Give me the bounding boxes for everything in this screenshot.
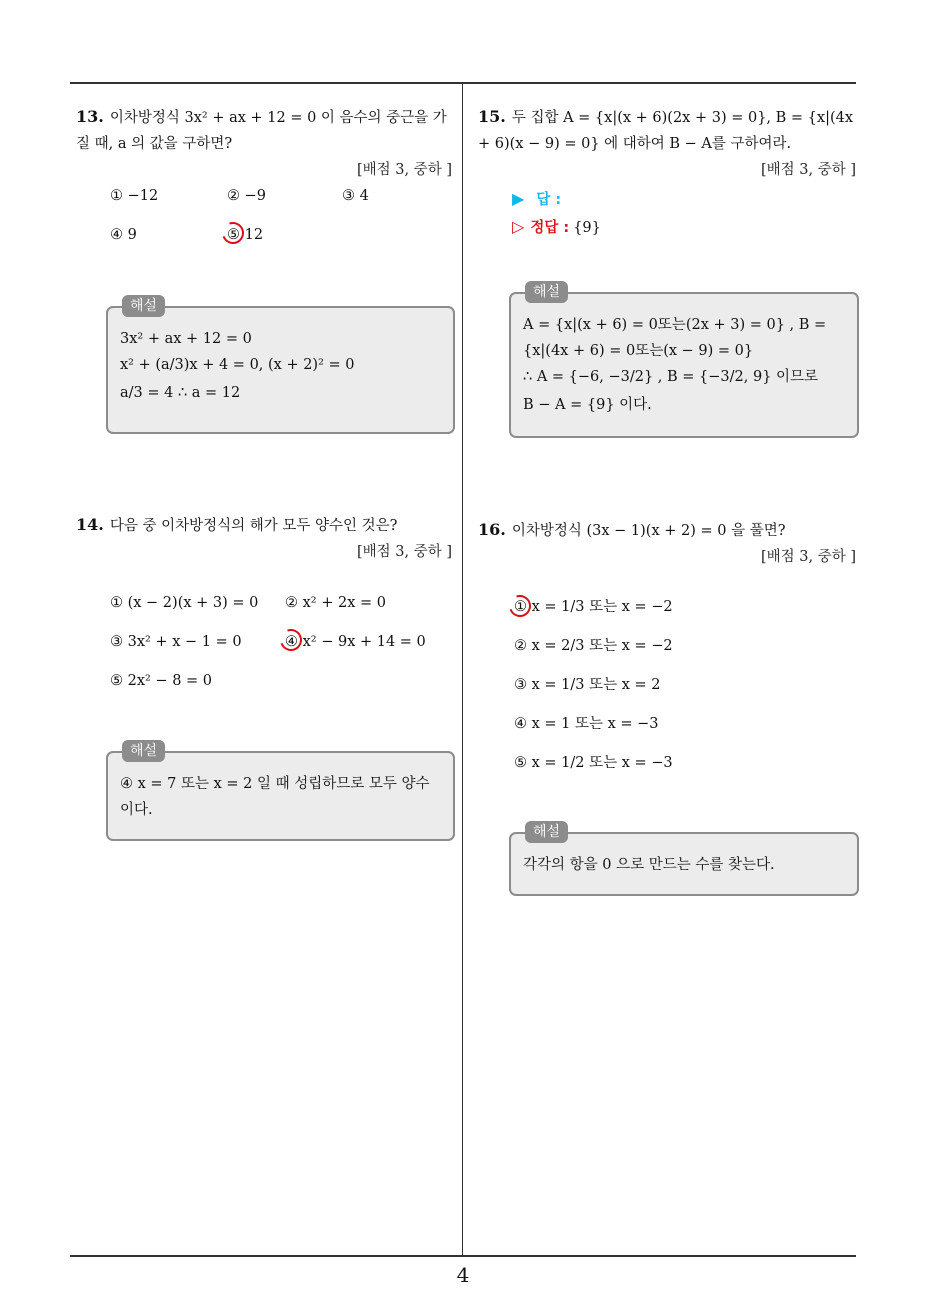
problem-15	[478, 104, 856, 183]
explanation-line: 3x² + ax + 12 = 0	[120, 331, 252, 347]
problem-number: 15.	[478, 107, 506, 126]
problem-13	[76, 104, 452, 183]
explanation-label: 해설	[525, 281, 568, 303]
choice-2[interactable]: ② x² + 2x = 0	[285, 595, 386, 611]
problem-16	[478, 517, 856, 570]
score-meta: [배점 3, 중하 ]	[760, 162, 856, 178]
problem-number: 16.	[478, 520, 506, 539]
explanation-label: 해설	[122, 295, 165, 317]
problem-text: 이차방정식 3x² + ax + 12 = 0 이 음수의 중근을 가질 때, a 의 값을 구하면?	[76, 110, 447, 152]
explanation-line: {x|(4x + 6) = 0또는(x − 9) = 0}	[523, 343, 754, 359]
explanation-box	[509, 824, 859, 896]
choice-4[interactable]: ④ x² − 9x + 14 = 0	[285, 634, 426, 650]
explanation-line: x² + (a/3)x + 4 = 0, (x + 2)² = 0	[120, 357, 355, 373]
choice-5[interactable]: ⑤ x = 1/2 또는 x = −3	[514, 755, 673, 771]
choice-2[interactable]: ② −9	[227, 188, 266, 204]
correct-answer-line	[512, 216, 601, 237]
answer-line	[512, 188, 561, 209]
choice-1[interactable]: ① −12	[110, 188, 159, 204]
choice-3[interactable]: ③ x = 1/3 또는 x = 2	[514, 677, 661, 693]
column-divider	[462, 83, 463, 1256]
choice-2[interactable]: ② x = 2/3 또는 x = −2	[514, 638, 673, 654]
choice-4[interactable]: ④ 9	[110, 227, 137, 243]
choice-1[interactable]: ① (x − 2)(x + 3) = 0	[110, 595, 259, 611]
problem-text: 다음 중 이차방정식의 해가 모두 양수인 것은?	[109, 518, 398, 534]
score-meta: [배점 3, 중하 ]	[356, 162, 452, 178]
explanation-line: B − A = {9} 이다.	[523, 397, 652, 413]
explanation-label: 해설	[525, 821, 568, 843]
outline-triangle-icon: ▷	[512, 217, 525, 236]
choice-3[interactable]: ③ 3x² + x − 1 = 0	[110, 634, 242, 650]
bottom-rule	[70, 1255, 856, 1257]
explanation-line: A = {x|(x + 6) = 0또는(2x + 3) = 0} , B =	[523, 317, 827, 333]
problem-text: 이차방정식 (3x − 1)(x + 2) = 0 을 풀면?	[511, 523, 786, 539]
choice-5[interactable]: ⑤ 2x² − 8 = 0	[110, 673, 213, 689]
choice-4[interactable]: ④ x = 1 또는 x = −3	[514, 716, 659, 732]
explanation-box	[106, 743, 455, 841]
correct-answer-label: 정답 :	[530, 220, 570, 236]
correct-answer-value: {9}	[573, 220, 601, 236]
explanation-line: ∴ A = {−6, −3/2} , B = {−3/2, 9} 이므로	[523, 369, 819, 385]
score-meta: [배점 3, 중하 ]	[760, 549, 856, 565]
answer-label: 답 :	[536, 192, 562, 208]
page-number: 4	[456, 1263, 470, 1287]
play-triangle-icon: ▶	[512, 189, 525, 208]
explanation-box	[106, 298, 455, 434]
explanation-box	[509, 284, 859, 438]
explanation-line: ④ x = 7 또는 x = 2 일 때 성립하므로 모두 양수	[120, 776, 430, 792]
problem-14	[76, 512, 452, 565]
explanation-line: 각각의 항을 0 으로 만드는 수를 찾는다.	[523, 857, 775, 873]
problem-number: 14.	[76, 515, 104, 534]
choice-3[interactable]: ③ 4	[342, 188, 369, 204]
score-meta: [배점 3, 중하 ]	[356, 544, 452, 560]
choice-1[interactable]: ① x = 1/3 또는 x = −2	[514, 599, 673, 615]
problem-number: 13.	[76, 107, 104, 126]
explanation-line: 이다.	[120, 802, 153, 818]
explanation-line: a/3 = 4 ∴ a = 12	[120, 385, 241, 401]
problem-text: 두 집합 A = {x|(x + 6)(2x + 3) = 0}, B = {x|(4x + 6)(x − 9) = 0} 에 대하여 B − A를 구하여라.	[478, 110, 854, 152]
choice-5[interactable]: ⑤ 12	[227, 227, 264, 243]
explanation-label: 해설	[122, 740, 165, 762]
